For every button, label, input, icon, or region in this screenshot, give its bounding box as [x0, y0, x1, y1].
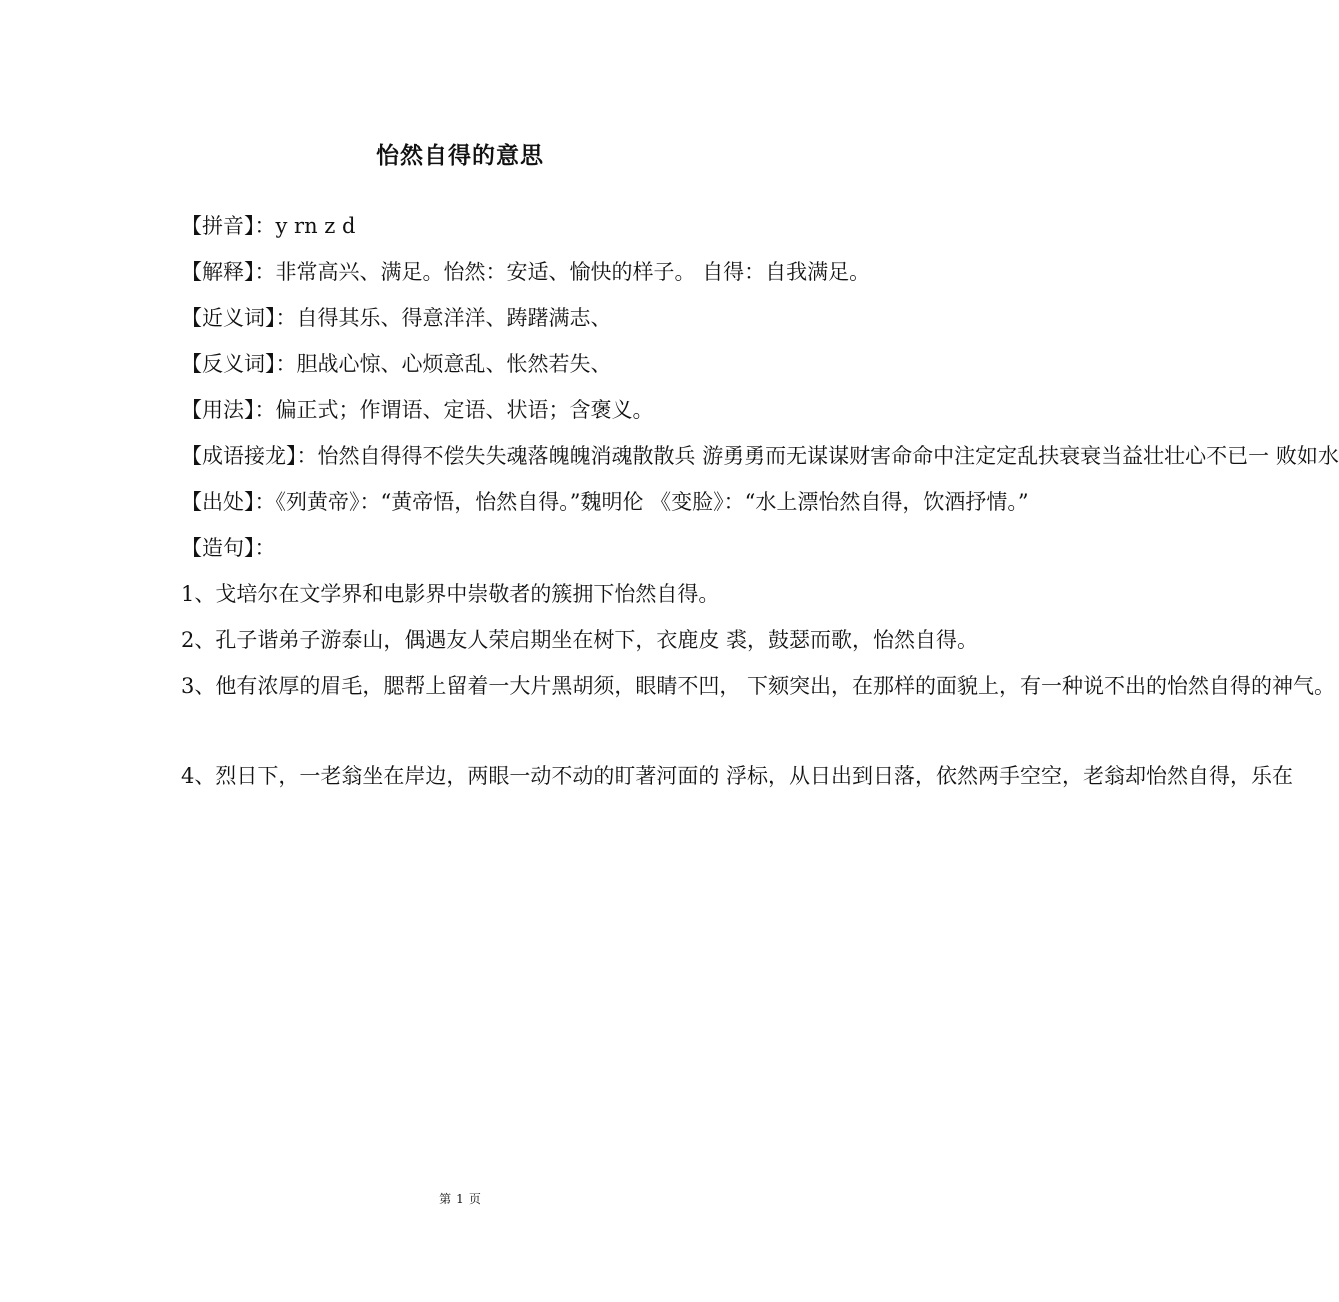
pinyin-entry: 【拼音】：y rn z d: [181, 214, 356, 238]
idiom-chain-line-2: 游勇勇而无谋谋财害命命中注定定乱扶衰衰当益壮壮心不已一: [702, 444, 1270, 468]
source-line-1: 【出处】：《列黄帝》：“黄帝悟，怡然自得。”魏明伦: [181, 490, 644, 514]
examples-heading: 【造句】：: [181, 536, 276, 560]
footer-suffix: 页: [468, 1192, 481, 1206]
paragraph-gap: [139, 709, 789, 753]
usage-entry: 【用法】：偏正式；作谓语、定语、状语；含褒义。: [181, 398, 654, 422]
antonyms-entry: 【反义词】：胆战心惊、心烦意乱、怅然若失、: [181, 352, 612, 376]
page-footer: [0, 1190, 920, 1208]
example-sentence-3: [139, 663, 1336, 709]
example-sentence-1: [139, 571, 789, 617]
page-title: 怡然自得的意思: [376, 143, 544, 169]
example-3-line-2: 下颏突出，在那样的面貌上，有一种说不出的怡然自得的神气。: [747, 674, 1336, 698]
example-1-line-1: 1、戈培尔在文学界和电影界中崇敬者的簇拥下怡然自得。: [181, 582, 720, 606]
example-3-line-1: 3、他有浓厚的眉毛，腮帮上留着一大片黑胡须，眼睛不凹，: [181, 674, 741, 698]
example-4-line-2: 浮标，从日出到日落，依然两手空空，老翁却怡然自得，乐在: [726, 764, 1294, 788]
page-number: 1: [456, 1192, 464, 1206]
example-sentence-4: [139, 753, 1294, 799]
idiom-chain-entry: [139, 433, 1339, 479]
idiom-chain-line-3: 败如水: [1275, 444, 1339, 468]
example-2-line-2: 裘，鼓瑟而歌，怡然自得。: [726, 628, 979, 652]
source-entry: [139, 479, 1029, 525]
footer-prefix: 第: [439, 1192, 452, 1206]
explanation-line-1: 【解释】：非常高兴、满足。怡然：安适、愉快的样子。: [181, 260, 696, 284]
document-body: [139, 203, 1339, 799]
source-line-2: 《变脸》：“水上漂怡然自得，饮酒抒情。”: [650, 490, 1029, 514]
example-2-line-1: 2、孔子谐弟子游泰山，偶遇友人荣启期坐在树下，衣鹿皮: [181, 628, 720, 652]
idiom-chain-line-1: 【成语接龙】：怡然自得得不偿失失魂落魄魄消魂散散兵: [181, 444, 696, 468]
explanation-entry: [139, 249, 871, 295]
example-4-line-1: 4、烈日下，一老翁坐在岸边，两眼一动不动的盯著河面的: [181, 764, 720, 788]
example-sentence-2: [139, 617, 979, 663]
synonyms-entry: 【近义词】：自得其乐、得意洋洋、踌躇满志、: [181, 306, 612, 330]
explanation-line-2: 自得：自我满足。: [702, 260, 871, 284]
